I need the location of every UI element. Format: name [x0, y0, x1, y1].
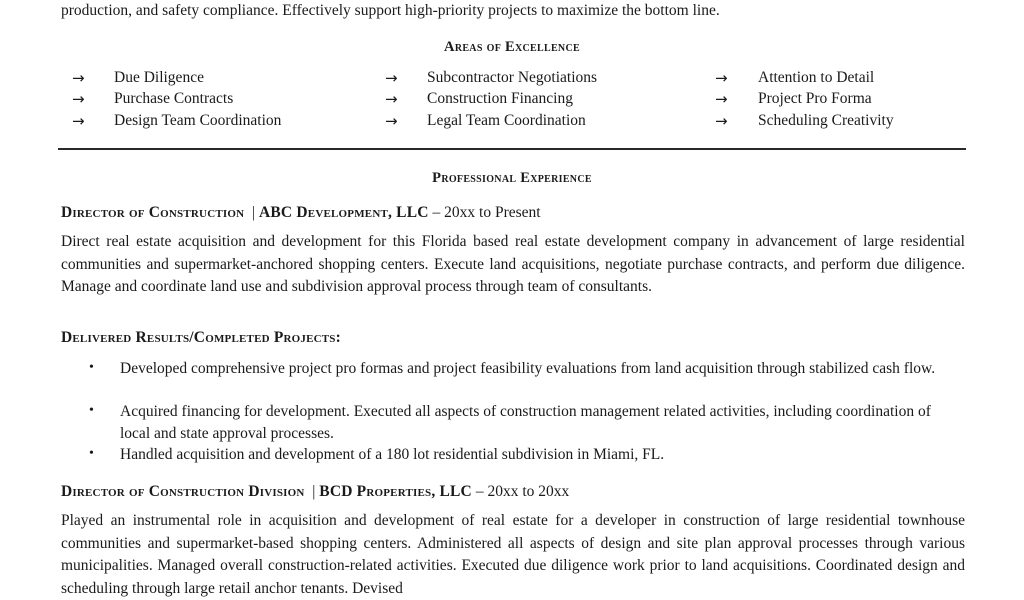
job-title-line [61, 204, 541, 222]
job-description: Direct real estate acquisition and development for this Florida based real estate development company in advancement of large residential communities and supermarket-anchored shopping centers. Execute land acquisitions, negotiate purchase contracts, and perform due diligence. Manage and coordinate land use and subdivision approval process through team of consultants. [61, 233, 965, 295]
excellence-item: Attention to Detail [758, 69, 875, 86]
areas-of-excellence-heading: Areas of Excellence [444, 39, 580, 55]
section-divider [58, 148, 966, 150]
title-separator: | [312, 483, 316, 500]
intro-summary-tail: production, and safety compliance. Effectively support high-priority projects to maximize the bottom line. [61, 2, 720, 19]
bullet-icon: • [89, 403, 94, 418]
job-dates: – 20xx to 20xx [475, 483, 570, 500]
arrow-icon: → [715, 69, 728, 87]
result-bullet: Handled acquisition and development of a 180 lot residential subdivision in Miami, FL. [120, 446, 665, 463]
result-bullet: Acquired financing for development. Executed all aspects of construction management related activities, including coordination of local and state approval processes. [120, 403, 931, 442]
excellence-item: Subcontractor Negotiations [427, 69, 598, 86]
job-description: Played an instrumental role in acquisition and development of real estate for a developer in construction of large residential townhouse communities and supermarket-based shopping centers. Administered all aspects of design and site plan approval processes through various municipalities. Managed overall construction-related activities. Executed due diligence work prior to land acquisitions. Coordinated design and scheduling through large retail anchor tenants. Devised [61, 512, 965, 597]
job-title: Director of Construction [61, 204, 245, 221]
company-name: BCD Properties, LLC [319, 483, 472, 500]
result-bullet: Developed comprehensive project pro formas and project feasibility evaluations from land acquisition through stabilized cash flow. [120, 360, 936, 377]
excellence-item: Legal Team Coordination [427, 112, 586, 129]
excellence-item: Design Team Coordination [114, 112, 282, 129]
arrow-icon: → [385, 90, 398, 108]
arrow-icon: → [72, 69, 85, 87]
results-heading: Delivered Results/Completed Projects: [61, 329, 341, 346]
excellence-item: Due Diligence [114, 69, 204, 86]
bullet-icon: • [89, 360, 94, 375]
job-title: Director of Construction Division [61, 483, 305, 500]
job-title-line [61, 483, 569, 501]
professional-experience-heading: Professional Experience [432, 170, 592, 186]
arrow-icon: → [72, 90, 85, 108]
title-separator: | [252, 204, 256, 221]
excellence-item: Purchase Contracts [114, 90, 234, 107]
arrow-icon: → [715, 90, 728, 108]
excellence-item: Project Pro Forma [758, 90, 872, 107]
arrow-icon: → [72, 112, 85, 130]
excellence-item: Construction Financing [427, 90, 573, 107]
arrow-icon: → [715, 112, 728, 130]
company-name: ABC Development, LLC [259, 204, 429, 221]
arrow-icon: → [385, 69, 398, 87]
arrow-icon: → [385, 112, 398, 130]
job-dates: – 20xx to Present [432, 204, 541, 221]
bullet-icon: • [89, 446, 94, 461]
excellence-item: Scheduling Creativity [758, 112, 894, 129]
